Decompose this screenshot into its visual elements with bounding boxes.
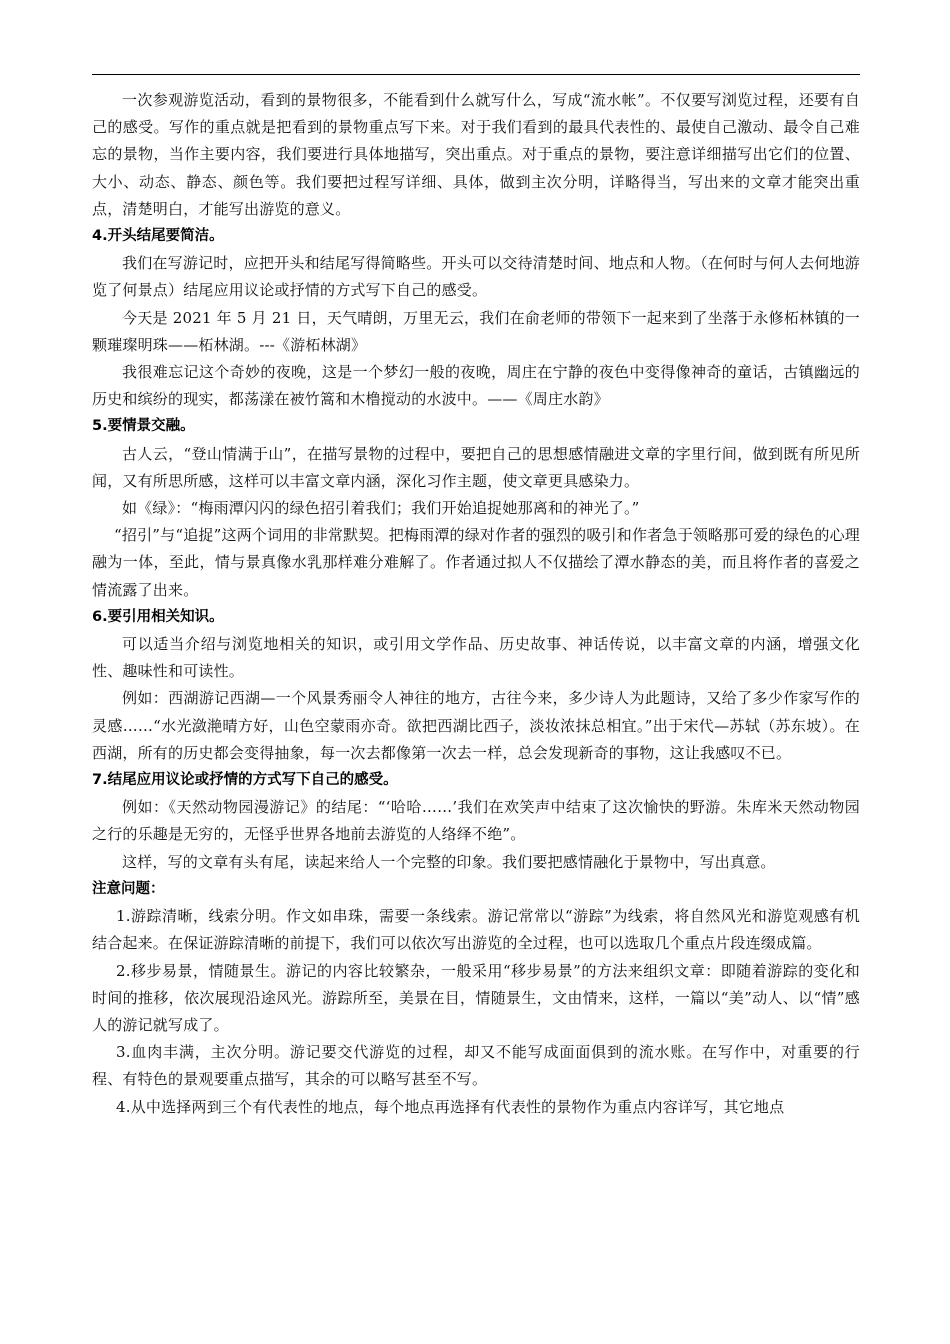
note-1: 1.游踪清晰，线索分明。作文如串珠，需要一条线索。游记常常以“游踪”为线索，将自然风光和游览观感有机结合起来。在保证游踪清晰的前提下，我们可以依次写出游览的全过程，也可以选取几个重点片段连缀成篇。 xyxy=(92,907,860,953)
section-5-example: 如《绿》：“梅雨潭闪闪的绿色招引着我们；我们开始追捉她那离和的神光了。” xyxy=(122,499,640,518)
header-rule xyxy=(92,74,860,75)
section-4-paragraph-1: 我们在写游记时，应把开头和结尾写得简略些。开头可以交待清楚时间、地点和人物。（在何时与何人去何地游览了何景点）结尾应用议论或抒情的方式写下自己的感受。 xyxy=(92,254,860,300)
notes-heading: 注意问题： xyxy=(92,880,165,897)
section-5-heading: 5.要情景交融。 xyxy=(92,418,195,435)
section-6-example: 例如：西湖游记西湖—一个风景秀丽令人神往的地方，古往今来，多少诗人为此题诗，又给了多少作家写作的灵感……“水光潋滟晴方好，山色空蒙雨亦奇。欲把西湖比西子，淡妆浓抹总相宜。”出于宋代—苏轼（苏东坡）。在西湖，所有的历史都会变得抽象，每一次去都像第一次去一样，总会发现新奇的事物，这让我感叹不已。 xyxy=(92,689,860,762)
note-3: 3.血肉丰满，主次分明。游记要交代游览的过程，却又不能写成面面俱到的流水账。在写作中，对重要的行程、有特色的景观要重点描写，其余的可以略写甚至不写。 xyxy=(92,1043,860,1089)
note-4: 4.从中选择两到三个有代表性的地点，每个地点再选择有代表性的景物作为重点内容详写，其它地点 xyxy=(116,1097,785,1116)
section-5-analysis: “招引”与“追捉”这两个词用的非常默契。把梅雨潭的绿对作者的强烈的吸引和作者急于领略那可爱的绿色的心理融为一体，至此，情与景真像水乳那样难分难解了。作者通过拟人不仅描绘了潭水静态的美，而且将作者的喜爱之情流露了出来。 xyxy=(92,526,860,599)
note-2: 2.移步易景，情随景生。游记的内容比较繁杂，一般采用“移步易景”的方法来组织文章：即随着游踪的变化和时间的推移，依次展现沿途风光。游踪所至，美景在目，情随景生，文由情来，这样，一篇以“美”动人、以“情”感人的游记就写成了。 xyxy=(92,961,860,1034)
intro-paragraph: 一次参观游览活动，看到的景物很多，不能看到什么就写什么，写成“流水帐”。不仅要写浏览过程，还要有自己的感受。写作的重点就是把看到的景物重点写下来。对于我们看到的最具代表性的、最使自己激动、最令自己难忘的景物，当作主要内容，我们要进行具体地描写，突出重点。对于重点的景物，要注意详细描写出它们的位置、大小、动态、静态、颜色等。我们要把过程写详细、具体，做到主次分明，详略得当，写出来的文章才能突出重点，清楚明白，才能写出游览的意义。 xyxy=(92,91,860,218)
section-6-paragraph-1: 可以适当介绍与浏览地相关的知识，或引用文学作品、历史故事、神话传说，以丰富文章的内涵，增强文化性、趣味性和可读性。 xyxy=(92,635,860,681)
section-4-example-1: 今天是 2021 年 5 月 21 日，天气晴朗，万里无云，我们在俞老师的带领下一起来到了坐落于永修柘林镇的一颗璀璨明珠——柘林湖。---《游柘林湖》 xyxy=(92,308,860,354)
document-page xyxy=(92,74,860,1121)
section-6-heading: 6.要引用相关知识。 xyxy=(92,608,224,625)
section-5-paragraph-1: 古人云，“登山情满于山”，在描写景物的过程中，要把自己的思想感情融进文章的字里行间，做到既有所见所闻，又有所思所感，这样可以丰富文章内涵，深化习作主题，使文章更具感染力。 xyxy=(92,444,860,490)
section-7-example: 例如：《天然动物园漫游记》的结尾：“‘哈哈……’我们在欢笑声中结束了这次愉快的野游。朱库米天然动物园之行的乐趣是无穷的，无怪乎世界各地前去游览的人络绎不绝”。 xyxy=(92,798,860,844)
section-4-heading: 4.开头结尾要简洁。 xyxy=(92,228,224,245)
section-7-paragraph-2: 这样，写的文章有头有尾，读起来给人一个完整的印象。我们要把感情融化于景物中，写出真意。 xyxy=(122,852,776,871)
section-7-heading: 7.结尾应用议论或抒情的方式写下自己的感受。 xyxy=(92,772,398,789)
section-4-example-2: 我很难忘记这个奇妙的夜晚，这是一个梦幻一般的夜晚，周庄在宁静的夜色中变得像神奇的童话，古镇幽远的历史和缤纷的现实，都荡漾在被竹篙和木橹搅动的水波中。——《周庄水韵》 xyxy=(92,363,860,409)
